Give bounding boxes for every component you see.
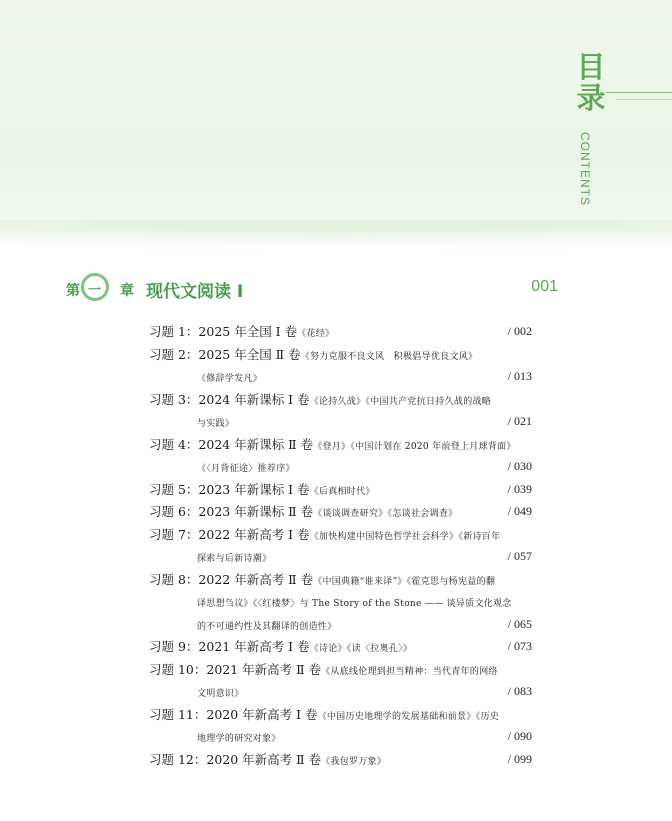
- toc-entry-title: 《中国典籍“谁来译”》《霍克思与杨宪益的翻: [313, 576, 496, 587]
- toc-entry-title: 探索与后新诗潮》: [197, 554, 272, 564]
- toc-entry[interactable]: [149, 658, 532, 703]
- toc-entry-line: [149, 725, 532, 748]
- toc-entry-line: [149, 748, 532, 771]
- toc-entry-line: [149, 365, 532, 388]
- toc-entry-page-number: / 065: [507, 616, 532, 631]
- toc-entry-heading: 习题 4：2024 年新课标 Ⅱ 卷: [149, 436, 314, 452]
- toc-entry-heading: 习题 3：2024 年新课标 Ⅰ 卷: [149, 391, 310, 407]
- toc-entry-page-number: / 039: [507, 481, 532, 496]
- toc-entry-line: [149, 433, 532, 456]
- decorative-line-secondary: [616, 99, 672, 100]
- toc-entry-title: 译思想刍议》《〈红楼梦〉与 The Story of the Stone —— 谈异质文化观念: [197, 599, 512, 609]
- toc-entry-line: [149, 388, 532, 411]
- chapter-prefix: 第: [66, 283, 80, 299]
- toc-entry-heading: 习题 11：2020 年新高考 Ⅰ 卷: [149, 706, 318, 722]
- toc-entry[interactable]: [149, 523, 532, 568]
- toc-entry-line: [149, 590, 532, 613]
- toc-entry-line: [149, 635, 532, 658]
- chapter-title: 现代文阅读 I: [146, 282, 244, 302]
- toc-entry-line: [149, 658, 532, 681]
- toc-entry-heading: 习题 2：2025 年全国 Ⅱ 卷: [149, 346, 301, 362]
- contents-label: CONTENTS: [578, 132, 592, 206]
- toc-entry-title: 《诗论》《读〈拉奥孔〉》: [309, 644, 413, 654]
- toc-entry-title: 《修辞学发凡》: [197, 374, 263, 384]
- decorative-line: [606, 92, 672, 93]
- toc-entry[interactable]: [149, 433, 532, 478]
- toc-entry-page-number: / 021: [507, 414, 532, 428]
- toc-entry-page-number: / 073: [507, 639, 532, 653]
- toc-entry-line: [149, 523, 532, 546]
- toc-entry[interactable]: [149, 343, 532, 388]
- toc-entry-title: 《努力克服不良文风 积极倡导优良文风》: [300, 351, 478, 362]
- toc-entry-page-number: / 057: [507, 549, 532, 563]
- toc-entry-title: 文明意识》: [197, 689, 244, 699]
- page-title-char-1: 目: [576, 50, 606, 84]
- toc-entry[interactable]: [149, 500, 532, 523]
- toc-entry-heading: 习题 10：2021 年新高考 Ⅱ 卷: [149, 661, 322, 677]
- toc-entry-page-number: / 013: [507, 369, 532, 383]
- header-band: [0, 0, 672, 232]
- toc-entry-page-number: / 049: [507, 504, 532, 518]
- toc-entry-title: 《后真相时代》: [309, 486, 375, 497]
- toc-entry-heading: 习题 6：2023 年新课标 Ⅱ 卷: [149, 504, 314, 519]
- toc-entry-title: 《谈谈调查研究》《怎谈社会调查》: [313, 509, 458, 519]
- toc-entry-line: [149, 320, 532, 343]
- toc-entry-page-number: / 030: [507, 459, 532, 473]
- toc-entry-page-number: / 002: [507, 324, 532, 338]
- toc-entry-title: 《加快构建中国特色哲学社会科学》《新诗百年: [309, 531, 501, 542]
- toc-entry-page-number: / 099: [507, 751, 532, 766]
- toc-entry-line: [149, 500, 532, 523]
- page-title-char-2: 录: [576, 81, 606, 115]
- toc-entry-title: 《登月》《中国计划在 2020 年前登上月球背面》: [313, 441, 516, 452]
- toc-entry-title: 《论持久战》《中国共产党抗日持久战的战略: [309, 396, 492, 407]
- toc-entry-heading: 习题 1：2025 年全国 Ⅰ 卷: [149, 324, 298, 339]
- chapter-heading[interactable]: [66, 273, 558, 303]
- toc-entry-heading: 习题 8：2022 年新高考 Ⅱ 卷: [149, 571, 314, 587]
- toc-entry-line: [149, 568, 532, 591]
- toc-entry-line: [149, 680, 532, 703]
- toc-entry-page-number: / 090: [507, 729, 532, 743]
- toc-entry[interactable]: [149, 703, 532, 748]
- toc-entry[interactable]: [149, 388, 532, 433]
- toc-entry-title: 的不可通约性及其翻译的创造性》: [197, 621, 337, 632]
- toc-entry-line: [149, 545, 532, 568]
- toc-list: [149, 320, 532, 770]
- toc-entry-heading: 习题 7：2022 年新高考 Ⅰ 卷: [149, 526, 310, 542]
- toc-entry-line: [149, 455, 532, 478]
- toc-entry-title: 《中国历史地理学的发展基础和前景》《历史: [317, 711, 500, 722]
- toc-entry-heading: 习题 5：2023 年新课标 Ⅰ 卷: [149, 481, 310, 497]
- toc-entry-line: [149, 410, 532, 433]
- toc-entry[interactable]: [149, 478, 532, 501]
- toc-entry[interactable]: [149, 748, 532, 771]
- toc-entry-heading: 习题 9：2021 年新高考 Ⅰ 卷: [149, 639, 310, 654]
- toc-entry-title: 《花经》: [297, 329, 335, 339]
- chapter-page-number: 001: [531, 278, 558, 295]
- toc-entry[interactable]: [149, 320, 532, 343]
- toc-entry-line: [149, 343, 532, 366]
- chapter-number: 一: [88, 283, 102, 298]
- toc-entry-heading: 习题 12：2020 年新高考 Ⅱ 卷: [149, 751, 322, 767]
- toc-entry-line: [149, 478, 532, 501]
- toc-entry-title: 地理学的研究对象》: [197, 734, 281, 744]
- toc-entry-line: [149, 703, 532, 726]
- toc-entry-title: 《我包罗万象》: [321, 756, 387, 767]
- toc-entry[interactable]: [149, 568, 532, 636]
- toc-entry[interactable]: [149, 635, 532, 658]
- chapter-suffix: 章: [120, 283, 134, 299]
- toc-entry-line: [149, 613, 532, 636]
- page-title: [575, 52, 607, 114]
- toc-entry-title: 与实践》: [197, 419, 235, 429]
- toc-entry-page-number: / 083: [507, 684, 532, 698]
- toc-entry-title: 《〈月背征途〉推荐序》: [197, 464, 295, 474]
- toc-entry-title: 《从底线伦理到担当精神：当代青年的网络: [321, 666, 498, 677]
